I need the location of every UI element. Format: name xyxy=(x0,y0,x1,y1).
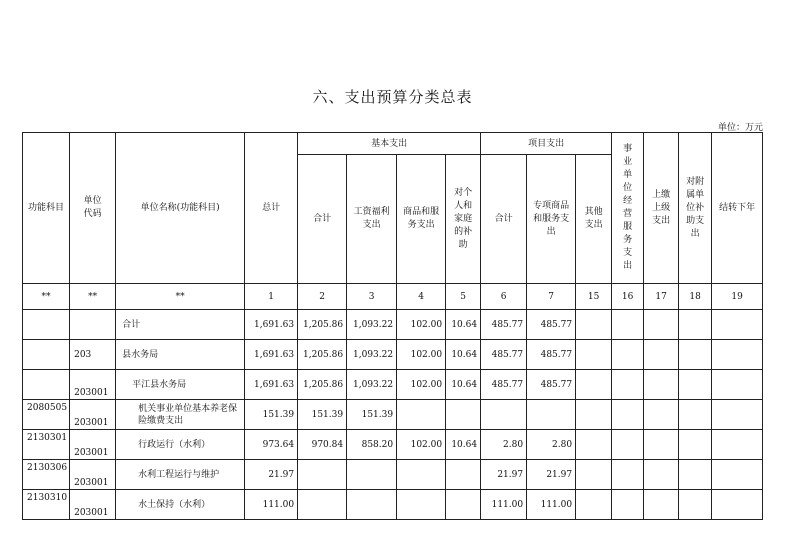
value-cell: 102.00 xyxy=(397,310,446,340)
index-cell: ** xyxy=(70,284,116,310)
value-cell: 111.00 xyxy=(527,490,576,520)
header-salary: 工资福利支出 xyxy=(347,155,397,284)
value-cell xyxy=(612,310,644,340)
value-cell: 485.77 xyxy=(481,310,527,340)
value-cell: 1,205.86 xyxy=(298,310,347,340)
value-cell xyxy=(446,460,481,490)
value-cell: 1,691.63 xyxy=(245,370,298,400)
value-cell xyxy=(679,310,712,340)
value-cell xyxy=(347,460,397,490)
page-title: 六、支出预算分类总表 xyxy=(312,88,473,106)
value-cell xyxy=(712,430,763,460)
unit-code-cell: 203001 xyxy=(70,430,116,460)
value-cell: 151.39 xyxy=(245,400,298,430)
func-code-cell: 2130306 xyxy=(23,460,70,490)
index-cell: 19 xyxy=(712,284,763,310)
value-cell xyxy=(644,400,679,430)
value-cell: 111.00 xyxy=(245,490,298,520)
index-cell: ** xyxy=(23,284,70,310)
value-cell xyxy=(612,340,644,370)
unit-label: 单位：万元 xyxy=(717,123,763,133)
value-cell xyxy=(644,310,679,340)
value-cell xyxy=(644,430,679,460)
value-cell xyxy=(576,490,612,520)
value-cell xyxy=(679,400,712,430)
value-cell: 1,205.86 xyxy=(298,340,347,370)
value-cell xyxy=(576,340,612,370)
header-business: 事业单位经营服务支出 xyxy=(612,133,644,284)
header-basic: 基本支出 xyxy=(298,133,481,155)
value-cell xyxy=(576,460,612,490)
value-cell xyxy=(612,430,644,460)
header-unit-code: 单位代码 xyxy=(70,133,116,284)
header-personal: 对个人和家庭的补助 xyxy=(446,155,481,284)
unit-name-cell: 县水务局 xyxy=(116,340,245,370)
value-cell xyxy=(612,370,644,400)
unit-code-cell: 203001 xyxy=(70,370,116,400)
value-cell xyxy=(397,460,446,490)
value-cell: 1,093.22 xyxy=(347,310,397,340)
unit-name-cell: 水利工程运行与维护 xyxy=(116,460,245,490)
value-cell xyxy=(481,400,527,430)
table-row xyxy=(23,460,763,490)
value-cell: 2.80 xyxy=(481,430,527,460)
func-code-cell: 2130310 xyxy=(23,490,70,520)
value-cell xyxy=(712,340,763,370)
func-code-cell: 2080505 xyxy=(23,400,70,430)
unit-code-cell: 203001 xyxy=(70,460,116,490)
index-cell: 2 xyxy=(298,284,347,310)
value-cell xyxy=(712,460,763,490)
value-cell xyxy=(644,490,679,520)
table-row xyxy=(23,310,763,340)
header-project: 项目支出 xyxy=(481,133,612,155)
func-code-cell xyxy=(23,340,70,370)
value-cell xyxy=(576,370,612,400)
value-cell: 485.77 xyxy=(527,310,576,340)
value-cell xyxy=(397,400,446,430)
table-row xyxy=(23,370,763,400)
value-cell xyxy=(679,430,712,460)
unit-name-cell: 行政运行（水利） xyxy=(116,430,245,460)
table-row xyxy=(23,490,763,520)
header-subsidy: 对附属单位补助支出 xyxy=(679,133,712,284)
value-cell: 485.77 xyxy=(527,340,576,370)
header-carry: 结转下年 xyxy=(712,133,763,284)
header-func-code: 功能科目 xyxy=(23,133,70,284)
value-cell xyxy=(576,310,612,340)
unit-name-cell: 合计 xyxy=(116,310,245,340)
value-cell: 21.97 xyxy=(527,460,576,490)
unit-code-cell: 203001 xyxy=(70,400,116,430)
unit-code-cell: 203 xyxy=(70,340,116,370)
value-cell: 485.77 xyxy=(481,370,527,400)
func-code-cell xyxy=(23,370,70,400)
index-cell: 16 xyxy=(612,284,644,310)
index-row xyxy=(23,284,763,310)
index-cell: 7 xyxy=(527,284,576,310)
value-cell xyxy=(347,490,397,520)
table-row xyxy=(23,430,763,460)
value-cell: 10.64 xyxy=(446,430,481,460)
header-other: 其他支出 xyxy=(576,155,612,284)
unit-name-cell: 平江县水务局 xyxy=(116,370,245,400)
value-cell: 102.00 xyxy=(397,340,446,370)
value-cell: 10.64 xyxy=(446,310,481,340)
expenditure-table xyxy=(22,132,763,520)
header-goods: 商品和服务支出 xyxy=(397,155,446,284)
value-cell xyxy=(298,490,347,520)
value-cell: 111.00 xyxy=(481,490,527,520)
value-cell xyxy=(612,460,644,490)
value-cell xyxy=(576,430,612,460)
value-cell xyxy=(679,340,712,370)
value-cell xyxy=(576,400,612,430)
index-cell: 17 xyxy=(644,284,679,310)
value-cell: 10.64 xyxy=(446,370,481,400)
header-total: 总计 xyxy=(245,133,298,284)
value-cell: 21.97 xyxy=(245,460,298,490)
unit-code-cell xyxy=(70,310,116,340)
value-cell xyxy=(712,370,763,400)
value-cell: 485.77 xyxy=(481,340,527,370)
header-upper: 上缴上级支出 xyxy=(644,133,679,284)
value-cell: 970.84 xyxy=(298,430,347,460)
value-cell xyxy=(527,400,576,430)
header-basic-total: 合计 xyxy=(298,155,347,284)
value-cell xyxy=(612,400,644,430)
header-row-1 xyxy=(23,133,763,155)
value-cell: 2.80 xyxy=(527,430,576,460)
value-cell xyxy=(644,460,679,490)
value-cell: 485.77 xyxy=(527,370,576,400)
value-cell xyxy=(644,340,679,370)
value-cell: 858.20 xyxy=(347,430,397,460)
index-cell: 3 xyxy=(347,284,397,310)
unit-code-cell: 203001 xyxy=(70,490,116,520)
index-cell: 5 xyxy=(446,284,481,310)
value-cell xyxy=(446,400,481,430)
value-cell xyxy=(712,490,763,520)
value-cell xyxy=(679,370,712,400)
value-cell: 1,205.86 xyxy=(298,370,347,400)
value-cell xyxy=(679,490,712,520)
value-cell: 102.00 xyxy=(397,370,446,400)
value-cell xyxy=(612,490,644,520)
value-cell xyxy=(712,310,763,340)
value-cell: 151.39 xyxy=(298,400,347,430)
table-row xyxy=(23,400,763,430)
unit-name-cell: 水土保持（水利） xyxy=(116,490,245,520)
value-cell: 1,691.63 xyxy=(245,340,298,370)
value-cell xyxy=(679,460,712,490)
value-cell: 1,691.63 xyxy=(245,310,298,340)
value-cell: 102.00 xyxy=(397,430,446,460)
index-cell: 1 xyxy=(245,284,298,310)
value-cell xyxy=(298,460,347,490)
index-cell: 4 xyxy=(397,284,446,310)
value-cell xyxy=(712,400,763,430)
value-cell xyxy=(446,490,481,520)
value-cell: 1,093.22 xyxy=(347,370,397,400)
table-row xyxy=(23,340,763,370)
value-cell: 1,093.22 xyxy=(347,340,397,370)
index-cell: 6 xyxy=(481,284,527,310)
value-cell: 21.97 xyxy=(481,460,527,490)
func-code-cell xyxy=(23,310,70,340)
value-cell xyxy=(644,370,679,400)
index-cell: 15 xyxy=(576,284,612,310)
func-code-cell: 2130301 xyxy=(23,430,70,460)
index-cell: ** xyxy=(116,284,245,310)
value-cell: 151.39 xyxy=(347,400,397,430)
value-cell: 10.64 xyxy=(446,340,481,370)
header-proj-goods: 专项商品和服务支出 xyxy=(527,155,576,284)
table-body xyxy=(23,310,763,520)
unit-name-cell: 机关事业单位基本养老保险缴费支出 xyxy=(116,400,245,430)
index-cell: 18 xyxy=(679,284,712,310)
value-cell: 973.64 xyxy=(245,430,298,460)
value-cell xyxy=(397,490,446,520)
header-proj-total: 合计 xyxy=(481,155,527,284)
header-unit-name: 单位名称(功能科目) xyxy=(116,133,245,284)
